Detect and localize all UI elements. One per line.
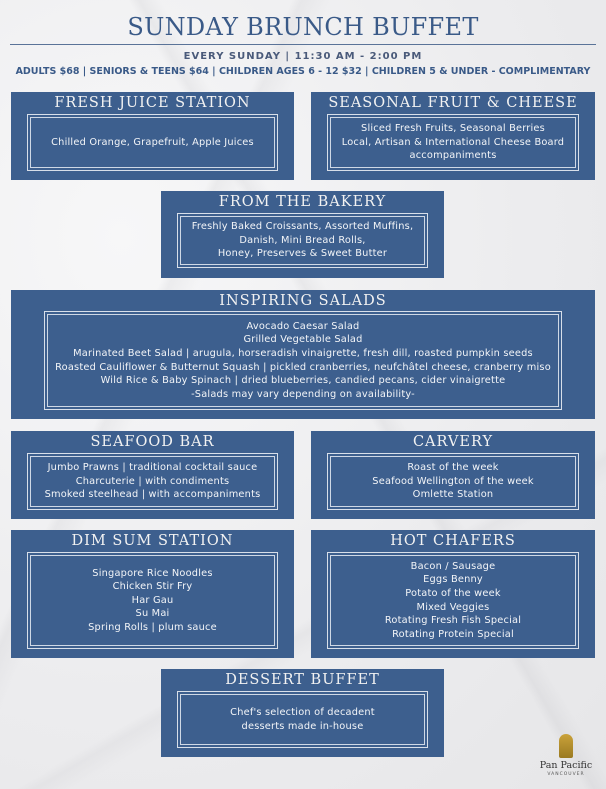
panel-hot-chafers	[311, 530, 595, 658]
menu-item: Mixed Veggies	[416, 601, 490, 613]
pricing-line: ADULTS $68 | SENIORS & TEENS $64 | CHILDREN AGES 6 - 12 $32 | CHILDREN 5 & UNDER - COMPLIMENTARY	[15, 66, 591, 77]
menu-item: Smoked steelhead | with accompaniments	[44, 489, 261, 501]
section-title: FROM THE BAKERY	[218, 194, 387, 210]
section-title: FRESH JUICE STATION	[54, 95, 251, 111]
schedule-line: EVERY SUNDAY | 11:30 AM - 2:00 PM	[183, 51, 423, 62]
panel-dessert	[161, 669, 444, 757]
menu-item: Marinated Beet Salad | arugula, horseradish vinaigrette, fresh dill, roasted pumpkin seeds	[73, 347, 533, 359]
panel-seafood	[11, 431, 294, 519]
menu-item: Seafood Wellington of the week	[372, 475, 534, 487]
menu-item: Charcuterie | with condiments	[75, 475, 230, 487]
menu-item: Chilled Orange, Grapefruit, Apple Juices	[51, 136, 254, 148]
section-items	[27, 453, 278, 510]
menu-item: Rotating Fresh Fish Special	[384, 615, 522, 627]
menu-item: Danish, Mini Bread Rolls,	[239, 234, 366, 246]
menu-item: Bacon / Sausage	[410, 560, 496, 572]
section-items	[327, 114, 579, 171]
menu-item: Eggs Benny	[423, 574, 483, 586]
menu-item: Honey, Preserves & Sweet Butter	[217, 248, 388, 260]
menu-item: Potato of the week	[405, 587, 501, 599]
menu-item: Roasted Cauliflower & Butternut Squash | pickled cranberries, neufchâtel cheese, cranberry miso	[55, 361, 551, 373]
section-items	[27, 114, 278, 171]
pan-pacific-logo	[530, 734, 602, 777]
panel-dim-sum	[11, 530, 294, 658]
menu-item: Rotating Protein Special	[392, 628, 514, 640]
menu-item: -Salads may vary depending on availability-	[191, 388, 415, 400]
menu-item: Local, Artisan & International Cheese Board	[341, 136, 565, 148]
menu-item: Grilled Vegetable Salad	[243, 334, 363, 346]
menu-item: Sliced Fresh Fruits, Seasonal Berries	[361, 123, 545, 135]
menu-item: Avocado Caesar Salad	[246, 320, 360, 332]
menu-item: Wild Rice & Baby Spinach | dried blueberries, candied pecans, cider vinaigrette	[100, 375, 506, 387]
section-items	[27, 552, 278, 649]
page-title: SUNDAY BRUNCH BUFFET	[127, 13, 479, 41]
menu-item: Chicken Stir Fry	[112, 581, 193, 593]
menu-item: Roast of the week	[407, 462, 499, 474]
section-items	[177, 691, 428, 748]
panel-fresh-juice	[11, 92, 294, 180]
panel-bakery	[161, 191, 444, 278]
menu-item: Chef's selection of decadent	[230, 706, 375, 718]
pan-pacific-leaf-icon	[559, 734, 573, 758]
section-title: CARVERY	[412, 434, 494, 450]
menu-item: accompaniments	[409, 150, 497, 162]
logo-name: Pan Pacific	[539, 760, 593, 771]
title-divider	[10, 44, 596, 45]
section-title: DESSERT BUFFET	[225, 672, 380, 688]
section-title: DIM SUM STATION	[71, 533, 234, 549]
section-items	[44, 311, 562, 410]
section-items	[327, 552, 579, 649]
menu-item: Omlette Station	[412, 489, 494, 501]
menu-item: Freshly Baked Croissants, Assorted Muffins,	[191, 221, 414, 233]
panel-salads	[11, 290, 595, 419]
logo-city: VANCOUVER	[547, 772, 585, 777]
section-items	[327, 453, 579, 510]
menu-item: Spring Rolls | plum sauce	[88, 621, 217, 633]
panel-fruit-cheese	[311, 92, 595, 180]
section-title: SEASONAL FRUIT & CHEESE	[328, 95, 578, 111]
menu-item: Jumbo Prawns | traditional cocktail sauce	[47, 462, 258, 474]
panel-carvery	[311, 431, 595, 519]
section-items	[177, 213, 428, 268]
menu-item: Su Mai	[135, 608, 170, 620]
menu-item: Singapore Rice Noodles	[92, 567, 213, 579]
section-title: SEAFOOD BAR	[90, 434, 215, 450]
menu-item: desserts made in-house	[241, 720, 364, 732]
section-title: HOT CHAFERS	[390, 533, 516, 549]
section-title: INSPIRING SALADS	[219, 293, 387, 309]
menu-item: Har Gau	[131, 594, 174, 606]
